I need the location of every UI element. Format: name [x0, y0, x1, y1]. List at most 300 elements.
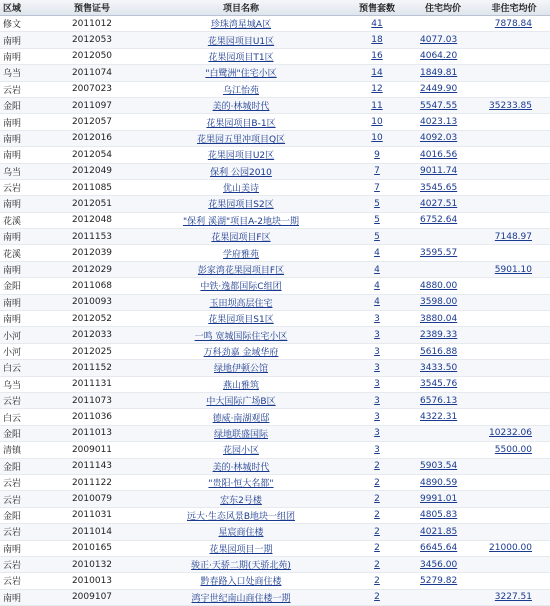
units-link[interactable]: 14 — [371, 67, 383, 78]
residential-price-cell — [408, 32, 478, 48]
residential-price-cell — [408, 343, 478, 359]
permit-no-cell: 2011012 — [48, 16, 136, 32]
permit-no-cell: 2011031 — [48, 507, 136, 523]
project-name-link[interactable]: 鸿宇世纪南山商住楼一期 — [191, 593, 291, 604]
units-link[interactable]: 2 — [374, 543, 380, 554]
units-cell — [346, 245, 408, 261]
nonresidential-price-link[interactable]: 3227.51 — [494, 592, 532, 603]
units-link[interactable]: 3 — [374, 379, 380, 390]
permit-no-cell: 2010132 — [48, 556, 136, 572]
table-row — [0, 474, 550, 490]
units-cell — [346, 97, 408, 113]
project-name-link[interactable]: 花果园项目U1区 — [207, 36, 275, 47]
units-cell — [346, 81, 408, 97]
project-name-link[interactable]: 保利 公园2010 — [210, 167, 272, 178]
region-cell: 云岩 — [0, 81, 48, 97]
residential-price-cell — [408, 311, 478, 327]
region-cell: 云岩 — [0, 474, 48, 490]
project-name-link[interactable]: 花果园项目U2区 — [207, 151, 275, 162]
units-link[interactable]: 4 — [374, 297, 380, 308]
project-name-cell — [136, 392, 346, 408]
residential-price-link[interactable]: 3433.50 — [420, 362, 458, 373]
nonresidential-price-cell — [478, 507, 550, 523]
permit-no-cell: 2011143 — [48, 458, 136, 474]
units-cell — [346, 229, 408, 245]
table-body — [0, 16, 550, 606]
residential-price-cell — [408, 294, 478, 310]
residential-price-link[interactable]: 4027.51 — [420, 198, 458, 209]
units-cell — [346, 212, 408, 228]
residential-price-link[interactable]: 4064.20 — [420, 51, 458, 62]
project-name-cell — [136, 573, 346, 589]
permit-no-cell: 2011014 — [48, 524, 136, 540]
table-row — [0, 392, 550, 408]
units-link[interactable]: 2 — [374, 575, 380, 586]
project-name-link[interactable]: 骏正·天骄二期(天骄北苑) — [191, 561, 291, 572]
residential-price-cell — [408, 114, 478, 130]
residential-price-cell — [408, 376, 478, 392]
permit-no-cell: 2012054 — [48, 147, 136, 163]
permit-no-cell: 2010079 — [48, 491, 136, 507]
region-cell: 云岩 — [0, 491, 48, 507]
project-name-cell — [136, 327, 346, 343]
project-name-link[interactable]: 花果园项目S1区 — [208, 315, 274, 326]
units-cell — [346, 524, 408, 540]
project-name-link[interactable]: 花果园项目S2区 — [208, 200, 274, 211]
residential-price-link[interactable]: 5279.82 — [420, 575, 458, 586]
units-link[interactable]: 2 — [374, 559, 380, 570]
residential-price-link[interactable]: 3595.57 — [420, 248, 458, 259]
units-link[interactable]: 12 — [371, 84, 383, 95]
region-cell: 南明 — [0, 114, 48, 130]
residential-price-link[interactable]: 5903.54 — [420, 461, 458, 472]
units-link[interactable]: 10 — [371, 117, 383, 128]
project-name-cell — [136, 32, 346, 48]
table-row — [0, 245, 550, 261]
units-cell — [346, 196, 408, 212]
project-name-link[interactable]: 星宸商住楼 — [218, 528, 264, 539]
nonresidential-price-link[interactable]: 35233.85 — [489, 100, 532, 111]
residential-price-link[interactable]: 4322.31 — [420, 412, 458, 423]
permit-no-cell: 2010093 — [48, 294, 136, 310]
residential-price-cell — [408, 196, 478, 212]
project-name-link[interactable]: 万科劲嘉 金域华府 — [203, 348, 279, 358]
residential-price-link[interactable]: 3545.65 — [420, 182, 458, 193]
region-cell: 小河 — [0, 343, 48, 359]
project-name-cell — [136, 491, 346, 507]
units-cell — [346, 163, 408, 179]
project-name-link[interactable]: 乌江怡苑 — [222, 85, 259, 96]
units-link[interactable]: 11 — [371, 100, 383, 111]
project-name-link[interactable]: 学府雅苑 — [222, 249, 259, 260]
nonresidential-price-cell — [478, 327, 550, 343]
table-row — [0, 294, 550, 310]
project-name-link[interactable]: 绿地联盛国际 — [213, 429, 268, 440]
permit-no-cell: 2011152 — [48, 360, 136, 376]
region-cell: 花溪 — [0, 245, 48, 261]
project-name-link[interactable]: 绿地伊顿公馆 — [213, 364, 268, 375]
region-cell: 南明 — [0, 48, 48, 64]
project-name-cell — [136, 425, 346, 441]
project-name-cell — [136, 507, 346, 523]
permit-no-cell: 2012057 — [48, 114, 136, 130]
project-name-link[interactable]: 宏东2号楼 — [220, 495, 262, 506]
units-link[interactable]: 4 — [374, 248, 380, 259]
header-project-name: 项目名称 — [136, 0, 346, 16]
project-name-link[interactable]: 优山美诗 — [222, 184, 259, 195]
region-cell: 乌当 — [0, 163, 48, 179]
region-cell: 乌当 — [0, 65, 48, 81]
project-name-cell — [136, 196, 346, 212]
units-cell — [346, 343, 408, 359]
project-name-cell — [136, 474, 346, 490]
permit-no-cell: 2011097 — [48, 97, 136, 113]
units-cell — [346, 409, 408, 425]
project-name-link[interactable]: 花果园项目一期 — [209, 544, 273, 555]
region-cell: 白云 — [0, 409, 48, 425]
project-name-link[interactable]: "白鹭洲"住宅小区 — [205, 69, 277, 80]
region-cell: 南明 — [0, 147, 48, 163]
units-link[interactable]: 7 — [374, 182, 380, 193]
residential-price-cell — [408, 16, 478, 32]
project-name-cell — [136, 294, 346, 310]
residential-price-cell — [408, 229, 478, 245]
residential-price-link[interactable]: 4023.13 — [420, 117, 458, 128]
permit-no-cell: 2011131 — [48, 376, 136, 392]
units-link[interactable]: 3 — [374, 330, 380, 341]
units-link[interactable]: 5 — [374, 231, 380, 242]
permit-no-cell: 2011153 — [48, 229, 136, 245]
nonresidential-price-cell — [478, 311, 550, 327]
residential-price-link[interactable]: 3456.00 — [420, 559, 458, 570]
project-name-link[interactable]: 美的·林城时代 — [212, 462, 270, 473]
permit-no-cell: 2009107 — [48, 589, 136, 605]
units-link[interactable]: 2 — [374, 494, 380, 505]
permit-no-cell: 2012049 — [48, 163, 136, 179]
residential-price-cell — [408, 540, 478, 556]
residential-price-link[interactable]: 6576.13 — [420, 395, 458, 406]
project-name-cell — [136, 81, 346, 97]
permit-no-cell: 2011074 — [48, 65, 136, 81]
residential-price-link[interactable]: 9991.01 — [420, 494, 458, 505]
residential-price-link[interactable]: 1849.81 — [420, 67, 458, 78]
permit-no-cell: 2007023 — [48, 81, 136, 97]
table-row — [0, 360, 550, 376]
region-cell: 花溪 — [0, 212, 48, 228]
units-link[interactable]: 3 — [374, 313, 380, 324]
residential-price-link[interactable]: 6645.64 — [420, 543, 458, 554]
nonresidential-price-link[interactable]: 21000.00 — [489, 543, 532, 554]
permit-no-cell: 2012025 — [48, 343, 136, 359]
permit-no-cell: 2011013 — [48, 425, 136, 441]
nonresidential-price-cell — [478, 474, 550, 490]
residential-price-cell — [408, 458, 478, 474]
nonresidential-price-cell — [478, 130, 550, 146]
units-cell — [346, 32, 408, 48]
permit-no-cell: 2012039 — [48, 245, 136, 261]
project-name-cell — [136, 48, 346, 64]
region-cell: 云岩 — [0, 556, 48, 572]
units-link[interactable]: 9 — [374, 149, 380, 160]
project-name-link[interactable]: 远大·生态风景B地块一组团 — [186, 511, 296, 522]
project-name-link[interactable]: 燕山雅筑 — [222, 380, 259, 391]
units-cell — [346, 458, 408, 474]
residential-price-link[interactable]: 6752.64 — [420, 215, 458, 226]
project-name-link[interactable]: 珍珠湾星城A区 — [210, 20, 272, 31]
project-name-cell — [136, 540, 346, 556]
residential-price-cell — [408, 442, 478, 458]
project-name-cell — [136, 556, 346, 572]
table-row — [0, 212, 550, 228]
residential-price-cell — [408, 179, 478, 195]
units-cell — [346, 507, 408, 523]
table-row — [0, 327, 550, 343]
nonresidential-price-cell — [478, 212, 550, 228]
header-region: 区域 — [0, 0, 48, 16]
nonresidential-price-cell — [478, 196, 550, 212]
table-row — [0, 589, 550, 605]
region-cell: 南明 — [0, 130, 48, 146]
residential-price-link[interactable]: 3545.76 — [420, 379, 458, 390]
permit-no-cell: 2012048 — [48, 212, 136, 228]
table-row — [0, 48, 550, 64]
units-link[interactable]: 10 — [371, 133, 383, 144]
residential-price-link[interactable]: 4092.03 — [420, 133, 458, 144]
region-cell: 金阳 — [0, 278, 48, 294]
residential-price-link[interactable]: 4077.03 — [420, 35, 458, 46]
permit-no-cell: 2012029 — [48, 261, 136, 277]
permit-no-cell: 2011068 — [48, 278, 136, 294]
region-cell: 金阳 — [0, 97, 48, 113]
units-cell — [346, 130, 408, 146]
units-cell — [346, 556, 408, 572]
table-row — [0, 147, 550, 163]
header-units: 预售套数 — [346, 0, 408, 16]
project-name-link[interactable]: "贵阳·恒大名都" — [208, 479, 274, 490]
region-cell: 南明 — [0, 229, 48, 245]
project-name-link[interactable]: 花果园项目T1区 — [208, 52, 274, 63]
residential-price-cell — [408, 163, 478, 179]
region-cell: 修文 — [0, 16, 48, 32]
project-name-cell — [136, 261, 346, 277]
nonresidential-price-link[interactable]: 7878.84 — [494, 18, 532, 29]
region-cell: 云岩 — [0, 573, 48, 589]
units-link[interactable]: 18 — [371, 35, 383, 46]
table-row — [0, 278, 550, 294]
units-cell — [346, 491, 408, 507]
header-nonresidential-price: 非住宅均价 — [478, 0, 550, 16]
units-link[interactable]: 7 — [374, 166, 380, 177]
table-row — [0, 196, 550, 212]
residential-price-cell — [408, 507, 478, 523]
table-row — [0, 343, 550, 359]
units-cell — [346, 474, 408, 490]
region-cell: 南明 — [0, 540, 48, 556]
units-cell — [346, 147, 408, 163]
residential-price-cell — [408, 212, 478, 228]
nonresidential-price-link[interactable]: 5500.00 — [494, 444, 532, 455]
project-name-link[interactable]: 花园小区 — [222, 446, 259, 457]
residential-price-cell — [408, 573, 478, 589]
nonresidential-price-cell — [478, 425, 550, 441]
residential-price-link[interactable]: 4890.59 — [420, 477, 458, 488]
residential-price-link[interactable]: 2449.90 — [420, 84, 458, 95]
project-name-link[interactable]: 黔春路入口处商住楼 — [200, 577, 282, 588]
table-row — [0, 442, 550, 458]
nonresidential-price-cell — [478, 376, 550, 392]
residential-price-link[interactable]: 5547.55 — [420, 100, 458, 111]
region-cell: 金阳 — [0, 425, 48, 441]
permit-no-cell: 2012053 — [48, 32, 136, 48]
nonresidential-price-cell — [478, 229, 550, 245]
units-cell — [346, 360, 408, 376]
table-row — [0, 409, 550, 425]
table-row — [0, 425, 550, 441]
units-link[interactable]: 2 — [374, 510, 380, 521]
table-row — [0, 32, 550, 48]
project-name-cell — [136, 524, 346, 540]
permit-no-cell: 2012052 — [48, 311, 136, 327]
nonresidential-price-cell — [478, 458, 550, 474]
nonresidential-price-cell — [478, 360, 550, 376]
units-link[interactable]: 3 — [374, 428, 380, 439]
project-name-link[interactable]: 花果园项目B-1区 — [206, 118, 276, 129]
table-row — [0, 573, 550, 589]
project-name-link[interactable]: 中铁·逸都国际C组团 — [200, 282, 282, 293]
project-name-link[interactable]: 玉田坝高层住宅 — [209, 298, 273, 309]
region-cell: 南明 — [0, 589, 48, 605]
residential-price-link[interactable]: 9011.74 — [420, 166, 458, 177]
nonresidential-price-cell — [478, 48, 550, 64]
units-link[interactable]: 2 — [374, 526, 380, 537]
table-row — [0, 16, 550, 32]
units-link[interactable]: 5 — [374, 215, 380, 226]
nonresidential-price-cell — [478, 97, 550, 113]
nonresidential-price-cell — [478, 114, 550, 130]
residential-price-cell — [408, 392, 478, 408]
units-link[interactable]: 2 — [374, 592, 380, 603]
permit-no-cell: 2009011 — [48, 442, 136, 458]
nonresidential-price-cell — [478, 32, 550, 48]
residential-price-link[interactable]: 4016.56 — [420, 149, 458, 160]
residential-price-link[interactable]: 2389.33 — [420, 330, 458, 341]
project-name-cell — [136, 409, 346, 425]
residential-price-cell — [408, 589, 478, 605]
header-permit-no: 预售证号 — [48, 0, 136, 16]
project-name-link[interactable]: 美的·林城时代 — [212, 102, 270, 113]
project-name-link[interactable]: 一鸣 宽城国际住宅小区 — [194, 331, 288, 342]
residential-price-cell — [408, 65, 478, 81]
units-cell — [346, 442, 408, 458]
nonresidential-price-link[interactable]: 10232.06 — [489, 428, 532, 439]
residential-price-link[interactable]: 4880.00 — [420, 280, 458, 291]
region-cell: 南明 — [0, 311, 48, 327]
project-name-cell — [136, 16, 346, 32]
project-name-link[interactable]: 中大国际广场B区 — [206, 397, 276, 408]
residential-price-cell — [408, 556, 478, 572]
region-cell: 南明 — [0, 196, 48, 212]
project-name-link[interactable]: 花果园项目F区 — [211, 233, 271, 244]
nonresidential-price-cell — [478, 163, 550, 179]
residential-price-link[interactable]: 4805.83 — [420, 510, 458, 521]
project-name-link[interactable]: "保利 溪湖"项目A-2地块一期 — [182, 216, 300, 227]
units-link[interactable]: 3 — [374, 362, 380, 373]
units-cell — [346, 16, 408, 32]
region-cell: 南明 — [0, 294, 48, 310]
residential-price-cell — [408, 327, 478, 343]
nonresidential-price-cell — [478, 556, 550, 572]
nonresidential-price-cell — [478, 65, 550, 81]
region-cell: 南明 — [0, 261, 48, 277]
region-cell: 金阳 — [0, 458, 48, 474]
units-link[interactable]: 3 — [374, 412, 380, 423]
units-cell — [346, 540, 408, 556]
units-link[interactable]: 3 — [374, 444, 380, 455]
nonresidential-price-link[interactable]: 7148.97 — [494, 231, 532, 242]
nonresidential-price-link[interactable]: 5901.10 — [494, 264, 532, 275]
nonresidential-price-cell — [478, 589, 550, 605]
permit-no-cell: 2011085 — [48, 179, 136, 195]
region-cell: 云岩 — [0, 392, 48, 408]
nonresidential-price-cell — [478, 147, 550, 163]
units-link[interactable]: 41 — [371, 18, 383, 29]
permit-no-cell: 2011122 — [48, 474, 136, 490]
units-cell — [346, 48, 408, 64]
nonresidential-price-cell — [478, 81, 550, 97]
project-name-cell — [136, 97, 346, 113]
region-cell: 云岩 — [0, 524, 48, 540]
units-cell — [346, 311, 408, 327]
region-cell: 云岩 — [0, 179, 48, 195]
units-link[interactable]: 4 — [374, 280, 380, 291]
nonresidential-price-cell — [478, 16, 550, 32]
units-link[interactable]: 5 — [374, 198, 380, 209]
residential-price-cell — [408, 409, 478, 425]
project-name-cell — [136, 442, 346, 458]
project-name-cell — [136, 589, 346, 605]
residential-price-link[interactable]: 5616.88 — [420, 346, 458, 357]
residential-price-cell — [408, 130, 478, 146]
project-name-cell — [136, 376, 346, 392]
region-cell: 金阳 — [0, 507, 48, 523]
residential-price-link[interactable]: 3598.00 — [420, 297, 458, 308]
nonresidential-price-cell — [478, 343, 550, 359]
project-name-cell — [136, 360, 346, 376]
project-name-cell — [136, 130, 346, 146]
units-link[interactable]: 2 — [374, 461, 380, 472]
project-name-link[interactable]: 彭家湾花果园项目F区 — [197, 266, 285, 277]
table-row — [0, 376, 550, 392]
units-link[interactable]: 3 — [374, 395, 380, 406]
units-link[interactable]: 16 — [371, 51, 383, 62]
residential-price-link[interactable]: 4021.85 — [420, 526, 458, 537]
project-name-link[interactable]: 花果园五里冲项目Q区 — [196, 134, 286, 145]
units-link[interactable]: 4 — [374, 264, 380, 275]
project-name-cell — [136, 278, 346, 294]
units-link[interactable]: 2 — [374, 477, 380, 488]
nonresidential-price-cell — [478, 294, 550, 310]
project-name-link[interactable]: 德威·南湖观邸 — [212, 413, 270, 424]
nonresidential-price-cell — [478, 442, 550, 458]
residential-price-cell — [408, 81, 478, 97]
units-link[interactable]: 3 — [374, 346, 380, 357]
project-name-cell — [136, 179, 346, 195]
residential-price-cell — [408, 261, 478, 277]
table-row — [0, 311, 550, 327]
units-cell — [346, 114, 408, 130]
residential-price-link[interactable]: 3880.04 — [420, 313, 458, 324]
units-cell — [346, 392, 408, 408]
